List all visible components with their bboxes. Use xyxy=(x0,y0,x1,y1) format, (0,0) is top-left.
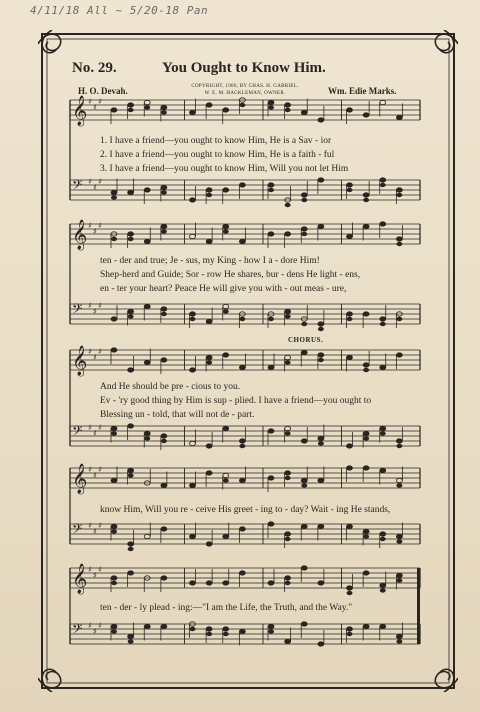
note-head xyxy=(190,317,196,321)
lyric-system3-verse2: Ev - 'ry good thing by Him is sup - plied. I have a friend—you ought to xyxy=(100,396,372,406)
lyric-system1-verse1: 1. I have a friend—you ought to know Him, He is a Sav - ior xyxy=(100,136,332,146)
note-head xyxy=(239,444,245,448)
note-head xyxy=(190,581,196,585)
note-head xyxy=(380,532,386,536)
lyric-system2-verse1: ten - der and true; Je - sus, my King - how I a - dore Him! xyxy=(100,256,320,266)
note-head xyxy=(144,624,150,628)
note-head xyxy=(161,439,167,443)
sharp-icon: ♯ xyxy=(93,307,97,316)
treble-clef-icon: 𝄞 xyxy=(72,346,88,376)
note-head xyxy=(206,627,212,631)
note-head xyxy=(301,524,307,528)
note-head xyxy=(347,108,353,112)
note-head xyxy=(128,368,134,372)
note-head xyxy=(285,431,291,435)
note-head xyxy=(318,178,324,182)
note-head xyxy=(285,537,291,541)
note-head xyxy=(347,444,353,448)
note-head xyxy=(380,431,386,435)
note-head xyxy=(380,317,386,321)
handwritten-date-note: 4/11/18 All ~ 5/20-18 Pan xyxy=(30,4,209,17)
note-head xyxy=(190,368,196,372)
lyric-system1-verse3: 3. I have a friend—you ought to know Him, Will you not let Him xyxy=(100,164,349,174)
note-head xyxy=(318,353,324,357)
note-head xyxy=(318,118,324,122)
sharp-icon: ♯ xyxy=(93,103,97,112)
note-head xyxy=(301,478,307,482)
note-head xyxy=(223,581,229,585)
note-head xyxy=(301,566,307,570)
note-head xyxy=(128,468,134,472)
note-head xyxy=(268,624,274,628)
staff-treble xyxy=(70,563,420,595)
staff-bass xyxy=(70,621,420,646)
note-head xyxy=(363,224,369,228)
staff-bass xyxy=(70,301,420,331)
note-head xyxy=(396,639,402,643)
chorus-label: CHORUS. xyxy=(288,336,324,344)
sharp-icon: ♯ xyxy=(93,571,97,580)
note-head xyxy=(206,471,212,475)
note-head xyxy=(380,178,386,182)
note-head xyxy=(285,532,291,536)
note-head xyxy=(318,224,324,228)
note-head xyxy=(396,444,402,448)
note-head xyxy=(363,312,369,316)
staff-treble xyxy=(70,219,420,251)
note-head xyxy=(111,576,117,580)
note-head xyxy=(111,624,117,628)
sharp-icon: ♯ xyxy=(93,227,97,236)
note-head xyxy=(285,355,291,359)
note-head xyxy=(206,542,212,546)
note-head xyxy=(363,624,369,628)
sharp-icon: ♯ xyxy=(93,353,97,362)
note-head xyxy=(190,198,196,202)
note-head xyxy=(128,237,134,241)
note-head xyxy=(380,100,386,104)
sharp-icon: ♯ xyxy=(98,565,102,574)
composer-credit: Wm. Edie Marks. xyxy=(328,86,397,96)
note-head xyxy=(285,576,291,580)
note-head xyxy=(318,327,324,331)
note-head xyxy=(318,436,324,440)
note-head xyxy=(223,304,229,308)
note-head xyxy=(380,537,386,541)
note-head xyxy=(268,365,274,369)
note-head xyxy=(223,224,229,228)
note-head xyxy=(396,534,402,538)
note-head xyxy=(301,110,307,114)
sharp-icon: ♯ xyxy=(88,301,92,310)
note-head xyxy=(161,483,167,487)
note-head xyxy=(144,304,150,308)
note-head xyxy=(144,188,150,192)
sharp-icon: ♯ xyxy=(88,521,92,530)
note-head xyxy=(223,627,229,631)
note-head xyxy=(206,103,212,107)
note-head xyxy=(190,441,196,445)
note-head xyxy=(223,426,229,430)
note-head xyxy=(285,309,291,313)
note-head xyxy=(128,309,134,313)
note-head xyxy=(111,108,117,112)
note-head xyxy=(128,473,134,477)
bass-clef-icon: 𝄢 xyxy=(72,621,83,640)
note-head xyxy=(347,355,353,359)
note-head xyxy=(347,627,353,631)
note-head xyxy=(285,232,291,236)
note-head xyxy=(396,478,402,482)
note-head xyxy=(285,639,291,643)
note-head xyxy=(380,322,386,326)
note-head xyxy=(396,317,402,321)
note-head xyxy=(318,358,324,362)
note-head xyxy=(128,108,134,112)
note-head xyxy=(347,586,353,590)
note-head xyxy=(128,314,134,318)
note-head xyxy=(206,581,212,585)
note-head xyxy=(190,483,196,487)
note-head xyxy=(111,195,117,199)
note-head xyxy=(396,573,402,577)
note-head xyxy=(128,232,134,236)
note-head xyxy=(128,639,134,643)
note-head xyxy=(396,242,402,246)
lyric-system3-verse3: Blessing un - told, that will not de - part. xyxy=(100,410,255,420)
note-head xyxy=(301,622,307,626)
sharp-icon: ♯ xyxy=(93,429,97,438)
sharp-icon: ♯ xyxy=(88,347,92,356)
note-head xyxy=(161,307,167,311)
treble-clef-icon: 𝄞 xyxy=(72,564,88,594)
note-head xyxy=(239,629,245,633)
sharp-icon: ♯ xyxy=(98,423,102,432)
lyricist-credit: H. O. Devah. xyxy=(78,86,128,96)
note-head xyxy=(363,113,369,117)
note-head xyxy=(223,229,229,233)
note-head xyxy=(190,534,196,538)
note-head xyxy=(128,542,134,546)
note-head xyxy=(111,431,117,435)
note-head xyxy=(111,426,117,430)
note-head xyxy=(190,312,196,316)
treble-clef-icon: 𝄞 xyxy=(72,464,88,494)
staff-bass xyxy=(70,177,420,207)
note-head xyxy=(111,629,117,633)
note-head xyxy=(111,529,117,533)
note-head xyxy=(396,439,402,443)
note-head xyxy=(223,188,229,192)
note-head xyxy=(396,193,402,197)
note-head xyxy=(111,317,117,321)
lyric-system3-verse1: And He should be pre - cious to you. xyxy=(100,382,241,392)
note-head xyxy=(239,527,245,531)
sharp-icon: ♯ xyxy=(88,177,92,186)
note-head xyxy=(206,360,212,364)
sharp-icon: ♯ xyxy=(98,177,102,186)
note-head xyxy=(347,591,353,595)
note-head xyxy=(318,524,324,528)
note-head xyxy=(318,441,324,445)
note-head xyxy=(347,234,353,238)
staff-treble xyxy=(70,463,420,495)
treble-clef-icon: 𝄞 xyxy=(72,96,88,126)
note-head xyxy=(301,350,307,354)
note-head xyxy=(347,183,353,187)
note-head xyxy=(363,368,369,372)
lyric-system1-verse2: 2. I have a friend—you ought to know Him, He is a faith - ful xyxy=(100,150,335,160)
note-head xyxy=(347,188,353,192)
staff-treble xyxy=(70,95,420,127)
note-head xyxy=(268,105,274,109)
sharp-icon: ♯ xyxy=(98,465,102,474)
note-head xyxy=(206,632,212,636)
note-head xyxy=(268,317,274,321)
note-head xyxy=(161,434,167,438)
lyric-system4: know Him, Will you re - ceive His greet - ing to - day? Wait - ing He stands, xyxy=(100,505,391,515)
note-head xyxy=(363,193,369,197)
note-head xyxy=(111,581,117,585)
note-head xyxy=(161,110,167,114)
treble-clef-icon: 𝄞 xyxy=(72,220,88,250)
note-head xyxy=(223,534,229,538)
note-head xyxy=(239,439,245,443)
note-head xyxy=(301,439,307,443)
sharp-icon: ♯ xyxy=(88,565,92,574)
sharp-icon: ♯ xyxy=(93,527,97,536)
note-head xyxy=(285,426,291,430)
note-head xyxy=(285,471,291,475)
note-head xyxy=(285,476,291,480)
note-head xyxy=(396,115,402,119)
sharp-icon: ♯ xyxy=(93,471,97,480)
note-head xyxy=(190,110,196,114)
note-head xyxy=(111,524,117,528)
note-head xyxy=(144,239,150,243)
note-head xyxy=(161,224,167,228)
note-head xyxy=(301,483,307,487)
note-head xyxy=(301,227,307,231)
note-head xyxy=(363,571,369,575)
note-head xyxy=(239,103,245,107)
note-head xyxy=(301,232,307,236)
sharp-icon: ♯ xyxy=(88,221,92,230)
note-head xyxy=(285,314,291,318)
note-head xyxy=(161,358,167,362)
final-barline xyxy=(417,568,420,644)
note-head xyxy=(239,239,245,243)
sharp-icon: ♯ xyxy=(98,301,102,310)
note-head xyxy=(206,188,212,192)
note-head xyxy=(111,237,117,241)
note-head xyxy=(161,527,167,531)
note-head xyxy=(318,581,324,585)
note-head xyxy=(396,539,402,543)
note-head xyxy=(268,183,274,187)
note-head xyxy=(347,317,353,321)
note-head xyxy=(268,629,274,633)
note-head xyxy=(128,190,134,194)
note-head xyxy=(161,190,167,194)
note-head xyxy=(380,468,386,472)
note-head xyxy=(380,426,386,430)
note-head xyxy=(380,222,386,226)
note-head xyxy=(268,476,274,480)
note-head xyxy=(285,360,291,364)
note-head xyxy=(347,312,353,316)
note-head xyxy=(128,634,134,638)
note-head xyxy=(144,436,150,440)
note-head xyxy=(396,353,402,357)
note-head xyxy=(223,473,229,477)
note-head xyxy=(161,576,167,580)
note-head xyxy=(223,478,229,482)
bass-clef-icon: 𝄢 xyxy=(72,177,83,196)
note-head xyxy=(206,193,212,197)
note-head xyxy=(268,232,274,236)
note-head xyxy=(144,360,150,364)
note-head xyxy=(223,632,229,636)
note-head xyxy=(285,108,291,112)
note-head xyxy=(285,203,291,207)
note-head xyxy=(223,108,229,112)
sharp-icon: ♯ xyxy=(88,97,92,106)
note-head xyxy=(161,312,167,316)
note-head xyxy=(396,483,402,487)
note-head xyxy=(380,183,386,187)
note-head xyxy=(161,624,167,628)
note-head xyxy=(206,319,212,323)
note-head xyxy=(363,466,369,470)
bass-clef-icon: 𝄢 xyxy=(72,423,83,442)
note-head xyxy=(347,524,353,528)
bass-clef-icon: 𝄢 xyxy=(72,301,83,320)
sharp-icon: ♯ xyxy=(98,521,102,530)
note-head xyxy=(223,309,229,313)
note-head xyxy=(285,581,291,585)
note-head xyxy=(396,578,402,582)
note-head xyxy=(396,237,402,241)
note-head xyxy=(380,583,386,587)
note-head xyxy=(128,547,134,551)
note-head xyxy=(268,100,274,104)
bass-clef-icon: 𝄢 xyxy=(72,521,83,540)
sharp-icon: ♯ xyxy=(93,183,97,192)
lyric-system2-verse3: en - ter your heart? Peace He will give you with - out meas - ure, xyxy=(100,284,347,294)
hymn-title: You Ought to Know Him. xyxy=(162,60,326,76)
staff-treble xyxy=(70,345,420,377)
note-head xyxy=(363,529,369,533)
note-head xyxy=(128,103,134,107)
sharp-icon: ♯ xyxy=(98,97,102,106)
note-head xyxy=(268,188,274,192)
note-head xyxy=(144,100,150,104)
sharp-icon: ♯ xyxy=(93,627,97,636)
hymn-number: No. 29. xyxy=(72,60,117,76)
note-head xyxy=(239,317,245,321)
note-head xyxy=(144,105,150,109)
note-head xyxy=(347,466,353,470)
note-head xyxy=(111,348,117,352)
note-head xyxy=(239,365,245,369)
note-head xyxy=(111,190,117,194)
note-head xyxy=(206,239,212,243)
note-head xyxy=(347,632,353,636)
note-head xyxy=(380,588,386,592)
note-head xyxy=(206,444,212,448)
note-head xyxy=(268,429,274,433)
copyright-line-1: COPYRIGHT, 1906, BY CHAS. H. GABRIEL. xyxy=(191,84,299,89)
note-head xyxy=(161,105,167,109)
note-head xyxy=(318,642,324,646)
sharp-icon: ♯ xyxy=(98,221,102,230)
note-head xyxy=(363,431,369,435)
note-head xyxy=(363,534,369,538)
note-head xyxy=(285,103,291,107)
lyric-system2-verse2: Shep-herd and Guide; Sor - row He shares, bur - dens He light - ens, xyxy=(100,270,361,280)
note-head xyxy=(268,581,274,585)
sharp-icon: ♯ xyxy=(98,621,102,630)
sharp-icon: ♯ xyxy=(98,347,102,356)
note-head xyxy=(380,365,386,369)
staff-bass xyxy=(70,423,420,450)
note-head xyxy=(161,185,167,189)
lyric-system5: ten - der - ly plead - ing:—"I am the Life, the Truth, and the Way." xyxy=(100,603,353,613)
note-head xyxy=(161,229,167,233)
note-head xyxy=(223,353,229,357)
note-head xyxy=(268,522,274,526)
note-head xyxy=(301,322,307,326)
sharp-icon: ♯ xyxy=(88,423,92,432)
note-head xyxy=(301,193,307,197)
note-head xyxy=(206,355,212,359)
staff-bass xyxy=(70,521,420,551)
note-head xyxy=(111,478,117,482)
note-head xyxy=(239,571,245,575)
note-head xyxy=(144,431,150,435)
note-head xyxy=(144,534,150,538)
note-head xyxy=(380,624,386,628)
note-head xyxy=(363,436,369,440)
note-head xyxy=(396,634,402,638)
note-head xyxy=(190,627,196,631)
note-head xyxy=(128,571,134,575)
copyright-line-2: W. E. M. HACKLEMAN, OWNER. xyxy=(204,91,286,96)
note-head xyxy=(396,188,402,192)
note-head xyxy=(318,322,324,326)
note-head xyxy=(301,198,307,202)
note-head xyxy=(363,363,369,367)
sharp-icon: ♯ xyxy=(88,465,92,474)
note-head xyxy=(318,478,324,482)
note-head xyxy=(190,234,196,238)
note-head xyxy=(239,478,245,482)
note-head xyxy=(239,183,245,187)
sharp-icon: ♯ xyxy=(88,621,92,630)
note-head xyxy=(128,424,134,428)
note-head xyxy=(363,198,369,202)
